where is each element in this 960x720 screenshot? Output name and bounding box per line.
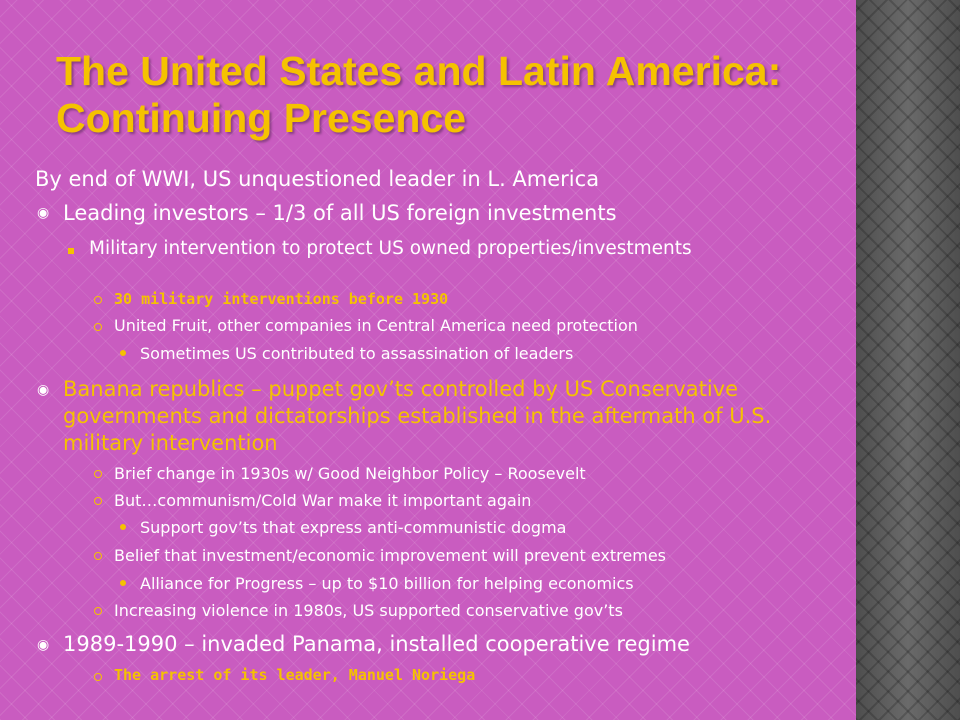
circle-bullet-icon (94, 323, 102, 331)
sun-bullet-icon: ◉ (37, 205, 50, 221)
bullet-assassination: Sometimes US contributed to assassination of leaders (140, 344, 574, 363)
bullet-alliance-progress: Alliance for Progress – up to $10 billion for helping economics (140, 574, 634, 593)
circle-bullet-icon (94, 296, 102, 304)
bullet-cold-war: But…communism/Cold War make it important again (114, 491, 532, 510)
circle-bullet-icon (94, 607, 102, 615)
bullet-military-intervention: Military intervention to protect US owned properties/investments (89, 238, 692, 259)
bullet-anti-communist: Support gov’ts that express anti-communistic dogma (140, 518, 567, 537)
circle-bullet-icon (94, 673, 102, 681)
bullet-banana-republics: Banana republics – puppet gov’ts controlled by US Conservative governments and dictatorships established in the aftermath of U.S. military intervention (63, 377, 772, 455)
intro-line: By end of WWI, US unquestioned leader in L. America (35, 167, 600, 191)
bullet-panama: 1989-1990 – invaded Panama, installed cooperative regime (63, 632, 690, 656)
slide-title: The United States and Latin America: Continuing Presence (56, 48, 782, 141)
bullet-noriega: The arrest of its leader, Manuel Noriega (114, 666, 476, 684)
bullet-united-fruit: United Fruit, other companies in Central America need protection (114, 316, 638, 335)
bullet-good-neighbor: Brief change in 1930s w/ Good Neighbor Policy – Roosevelt (114, 464, 586, 483)
bullet-investors: Leading investors – 1/3 of all US foreign investments (63, 201, 617, 225)
circle-bullet-icon (94, 497, 102, 505)
dot-bullet-icon (120, 580, 126, 586)
dot-bullet-icon (120, 524, 126, 530)
decorative-sidebar (856, 0, 960, 720)
square-bullet-icon (68, 248, 74, 254)
circle-bullet-icon (94, 552, 102, 560)
sun-bullet-icon: ◉ (37, 637, 50, 653)
bullet-violence-1980s: Increasing violence in 1980s, US supported conservative gov’ts (114, 601, 623, 620)
sun-bullet-icon: ◉ (37, 382, 50, 398)
bullet-investment-belief: Belief that investment/economic improvement will prevent extremes (114, 546, 666, 565)
bullet-30-interventions: 30 military interventions before 1930 (114, 290, 449, 308)
circle-bullet-icon (94, 470, 102, 478)
dot-bullet-icon (120, 350, 126, 356)
